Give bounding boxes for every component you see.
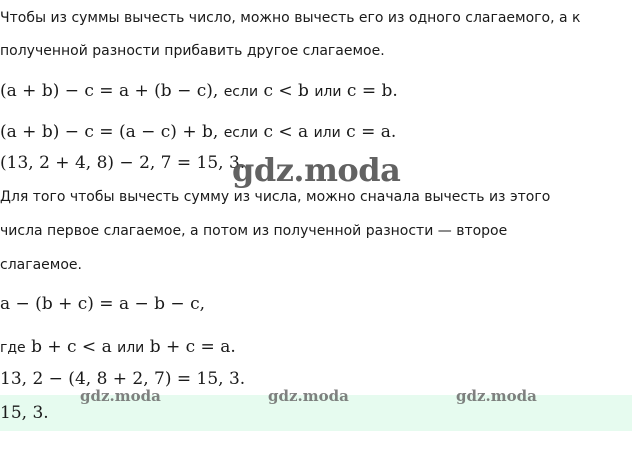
- formula-2-expr: (a + b) − c = (a − c) + b,: [0, 122, 219, 142]
- formula-2-cond: c < a: [263, 122, 309, 142]
- example-2: 13, 2 − (4, 8 + 2, 7) = 15, 3.: [0, 369, 246, 389]
- formula-4: [0, 336, 236, 359]
- watermark-main: gdz.moda: [232, 151, 401, 189]
- formula-1-expr: (a + b) − c = a + (b − c),: [0, 81, 219, 101]
- formula-1-cond: c < b: [263, 81, 309, 101]
- formula-4-cond: b + c < a: [31, 337, 112, 357]
- formula-2-or: или: [313, 125, 341, 141]
- watermark-small-1: gdz.moda: [80, 387, 161, 405]
- paragraph-2-line-1: Для того чтобы вычесть сумму из числа, можно сначала вычесть из этого: [0, 189, 551, 205]
- watermark-small-2: gdz.moda: [268, 387, 349, 405]
- formula-1-cond2: c = b.: [346, 81, 398, 101]
- watermark-small-3: gdz.moda: [456, 387, 537, 405]
- formula-4-cond2: b + c = a.: [149, 337, 236, 357]
- paragraph-2-line-2: числа первое слагаемое, а потом из полученной разности — второе: [0, 223, 508, 239]
- formula-4-or: или: [117, 340, 145, 356]
- paragraph-2-line-3: слагаемое.: [0, 257, 82, 273]
- formula-1: [0, 80, 398, 103]
- formula-1-if: если: [223, 84, 259, 100]
- formula-1-or: или: [314, 84, 342, 100]
- paragraph-1-line-1: Чтобы из суммы вычесть число, можно вычесть его из одного слагаемого, а к: [0, 10, 581, 26]
- formula-2: [0, 121, 396, 144]
- answer: 15, 3.: [0, 403, 49, 423]
- formula-4-where: где: [0, 340, 26, 356]
- formula-2-if: если: [223, 125, 259, 141]
- paragraph-1-line-2: полученной разности прибавить другое слагаемое.: [0, 43, 385, 59]
- formula-2-cond2: c = a.: [346, 122, 397, 142]
- example-1: (13, 2 + 4, 8) − 2, 7 = 15, 3.: [0, 153, 246, 173]
- formula-3: a − (b + c) = a − b − c,: [0, 294, 206, 314]
